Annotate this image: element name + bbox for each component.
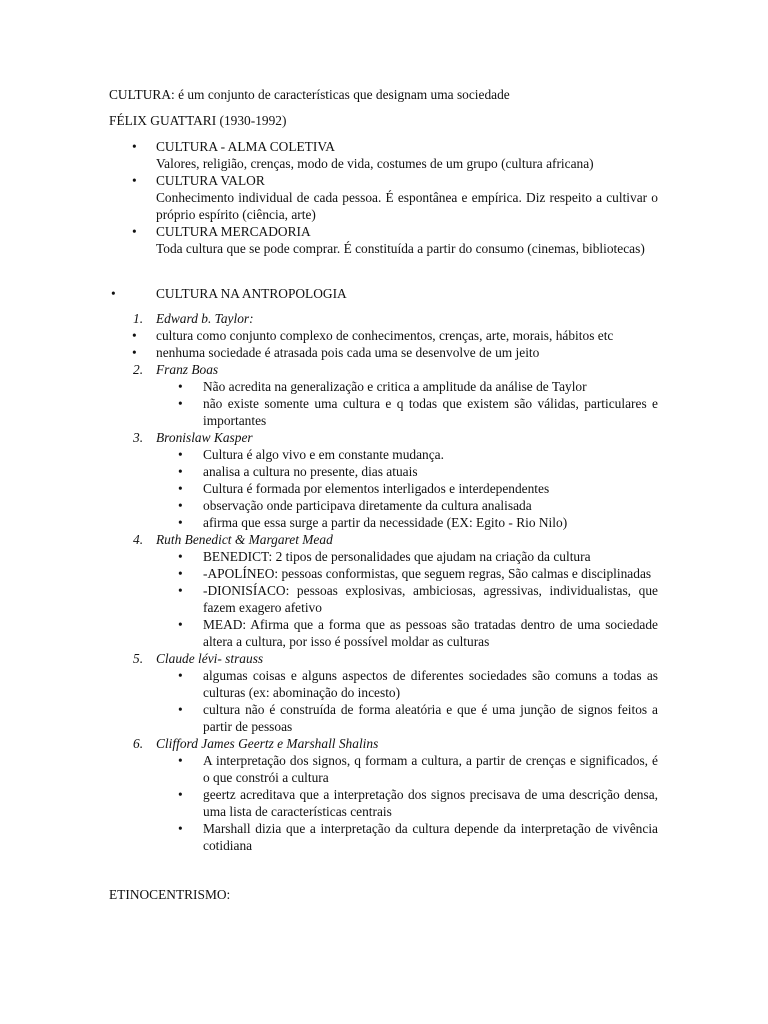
- bullet-dot: •: [178, 379, 183, 394]
- list-item-text: geertz acreditava que a interpretação dos signos precisava de uma descrição densa, uma lista de características centrais: [203, 787, 658, 819]
- bullet-dot: •: [178, 498, 183, 513]
- list-item: [109, 667, 658, 701]
- list-item: [109, 480, 658, 497]
- authors-list: [109, 310, 658, 854]
- list-item: [109, 497, 658, 514]
- list-item-text: não existe somente uma cultura e q todas que existem são válidas, particulares e importantes: [203, 396, 658, 428]
- list-item: [109, 616, 658, 650]
- author-entry: [109, 310, 658, 327]
- list-item-text: observação onde participava diretamente da cultura analisada: [203, 498, 532, 513]
- list-item-text: -APOLÍNEO: pessoas conformistas, que seguem regras, São calmas e disciplinadas: [203, 566, 652, 581]
- author-name: Ruth Benedict & Margaret Mead: [156, 532, 333, 547]
- author-number: 5.: [133, 651, 144, 666]
- bullet-dot: •: [178, 821, 183, 836]
- list-item-desc: Conhecimento individual de cada pessoa. É espontânea e empírica. Diz respeito a cultivar o próprio espírito (ciência, arte): [156, 190, 658, 222]
- list-item-desc: Toda cultura que se pode comprar. É constituída a partir do consumo (cinemas, bibliotecas): [156, 241, 645, 256]
- list-item: [109, 582, 658, 616]
- list-item: [109, 344, 658, 361]
- bullet-dot: •: [178, 447, 183, 462]
- list-item: [109, 138, 658, 172]
- bullet-dot: •: [178, 702, 183, 717]
- anthropology-heading: CULTURA NA ANTROPOLOGIA: [156, 286, 347, 301]
- list-item: [109, 548, 658, 565]
- guattari-list: [109, 138, 658, 257]
- list-item-text: nenhuma sociedade é atrasada pois cada uma se desenvolve de um jeito: [156, 345, 540, 360]
- bullet-dot: •: [178, 583, 183, 598]
- list-item-text: BENEDICT: 2 tipos de personalidades que ajudam na criação da cultura: [203, 549, 591, 564]
- list-item: [109, 378, 658, 395]
- bullet-dot: •: [178, 566, 183, 581]
- bullet-dot: •: [178, 753, 183, 768]
- bullet-dot: •: [178, 464, 183, 479]
- cultura-definition: CULTURA: é um conjunto de características que designam uma sociedade: [109, 87, 510, 102]
- author-entry: [109, 531, 658, 548]
- author-number: 2.: [133, 362, 144, 377]
- list-item: [109, 223, 658, 257]
- list-item-text: Não acredita na generalização e critica a amplitude da análise de Taylor: [203, 379, 587, 394]
- list-item: [109, 446, 658, 463]
- list-item-text: MEAD: Afirma que a forma que as pessoas são tratadas dentro de uma sociedade altera a cultura, por isso é possível moldar as culturas: [203, 617, 658, 649]
- author-number: 3.: [133, 430, 144, 445]
- list-item-title: CULTURA MERCADORIA: [156, 224, 311, 239]
- list-item-text: -DIONISÍACO: pessoas explosivas, ambiciosas, agressivas, individualistas, que fazem exagero afetivo: [203, 583, 658, 615]
- list-item: [109, 463, 658, 480]
- bullet-dot: •: [132, 345, 137, 360]
- list-item: [109, 820, 658, 854]
- list-item: [109, 701, 658, 735]
- author-entry: [109, 735, 658, 752]
- list-item: [109, 786, 658, 820]
- list-item-text: Marshall dizia que a interpretação da cultura depende da interpretação de vivência cotidiana: [203, 821, 658, 853]
- list-item-text: A interpretação dos signos, q formam a cultura, a partir de crenças e significados, é o que constrói a cultura: [203, 753, 658, 785]
- bullet-dot: •: [132, 173, 137, 188]
- list-item: [109, 327, 658, 344]
- etnocentrismo-heading: ETINOCENTRISMO:: [109, 887, 231, 902]
- list-item-text: analisa a cultura no presente, dias atuais: [203, 464, 418, 479]
- bullet-dot: •: [178, 396, 183, 411]
- list-item-text: cultura não é construída de forma aleatória e que é uma junção de signos feitos a partir de pessoas: [203, 702, 658, 734]
- list-item: [109, 395, 658, 429]
- author-name: Edward b. Taylor:: [156, 311, 254, 326]
- bullet-dot: •: [132, 139, 137, 154]
- author-entry: [109, 650, 658, 667]
- list-item-text: afirma que essa surge a partir da necessidade (EX: Egito - Rio Nilo): [203, 515, 568, 530]
- author-entry: [109, 429, 658, 446]
- list-item: [109, 565, 658, 582]
- list-item-text: cultura como conjunto complexo de conhecimentos, crenças, arte, morais, hábitos etc: [156, 328, 614, 343]
- author-name: Franz Boas: [156, 362, 219, 377]
- list-item-title: CULTURA VALOR: [156, 173, 265, 188]
- bullet-dot: •: [178, 515, 183, 530]
- list-item-text: Cultura é formada por elementos interligados e interdependentes: [203, 481, 550, 496]
- bullet-dot: •: [178, 787, 183, 802]
- list-item: [109, 752, 658, 786]
- list-item-text: Cultura é algo vivo e em constante mudança.: [203, 447, 444, 462]
- author-number: 6.: [133, 736, 144, 751]
- bullet-dot: •: [178, 617, 183, 632]
- list-item-desc: Valores, religião, crenças, modo de vida, costumes de um grupo (cultura africana): [156, 156, 594, 171]
- list-item-title: CULTURA - ALMA COLETIVA: [156, 139, 335, 154]
- author-name: Bronislaw Kasper: [156, 430, 253, 445]
- author-number: 4.: [133, 532, 144, 547]
- author-name: Claude lévi- strauss: [156, 651, 264, 666]
- bullet-dot: •: [178, 481, 183, 496]
- bullet-dot: •: [178, 668, 183, 683]
- list-item-text: algumas coisas e alguns aspectos de diferentes sociedades são comuns a todas as culturas (ex: abominação do incesto): [203, 668, 658, 700]
- author-number: 1.: [133, 311, 144, 326]
- list-item: [109, 514, 658, 531]
- author-name: Clifford James Geertz e Marshall Shalins: [156, 736, 379, 751]
- bullet-dot: •: [132, 328, 137, 343]
- bullet-dot: •: [178, 549, 183, 564]
- author-entry: [109, 361, 658, 378]
- bullet-dot: •: [132, 224, 137, 239]
- list-item: [109, 172, 658, 223]
- guattari-heading: FÉLIX GUATTARI (1930-1992): [109, 113, 287, 128]
- bullet-dot: •: [111, 286, 116, 301]
